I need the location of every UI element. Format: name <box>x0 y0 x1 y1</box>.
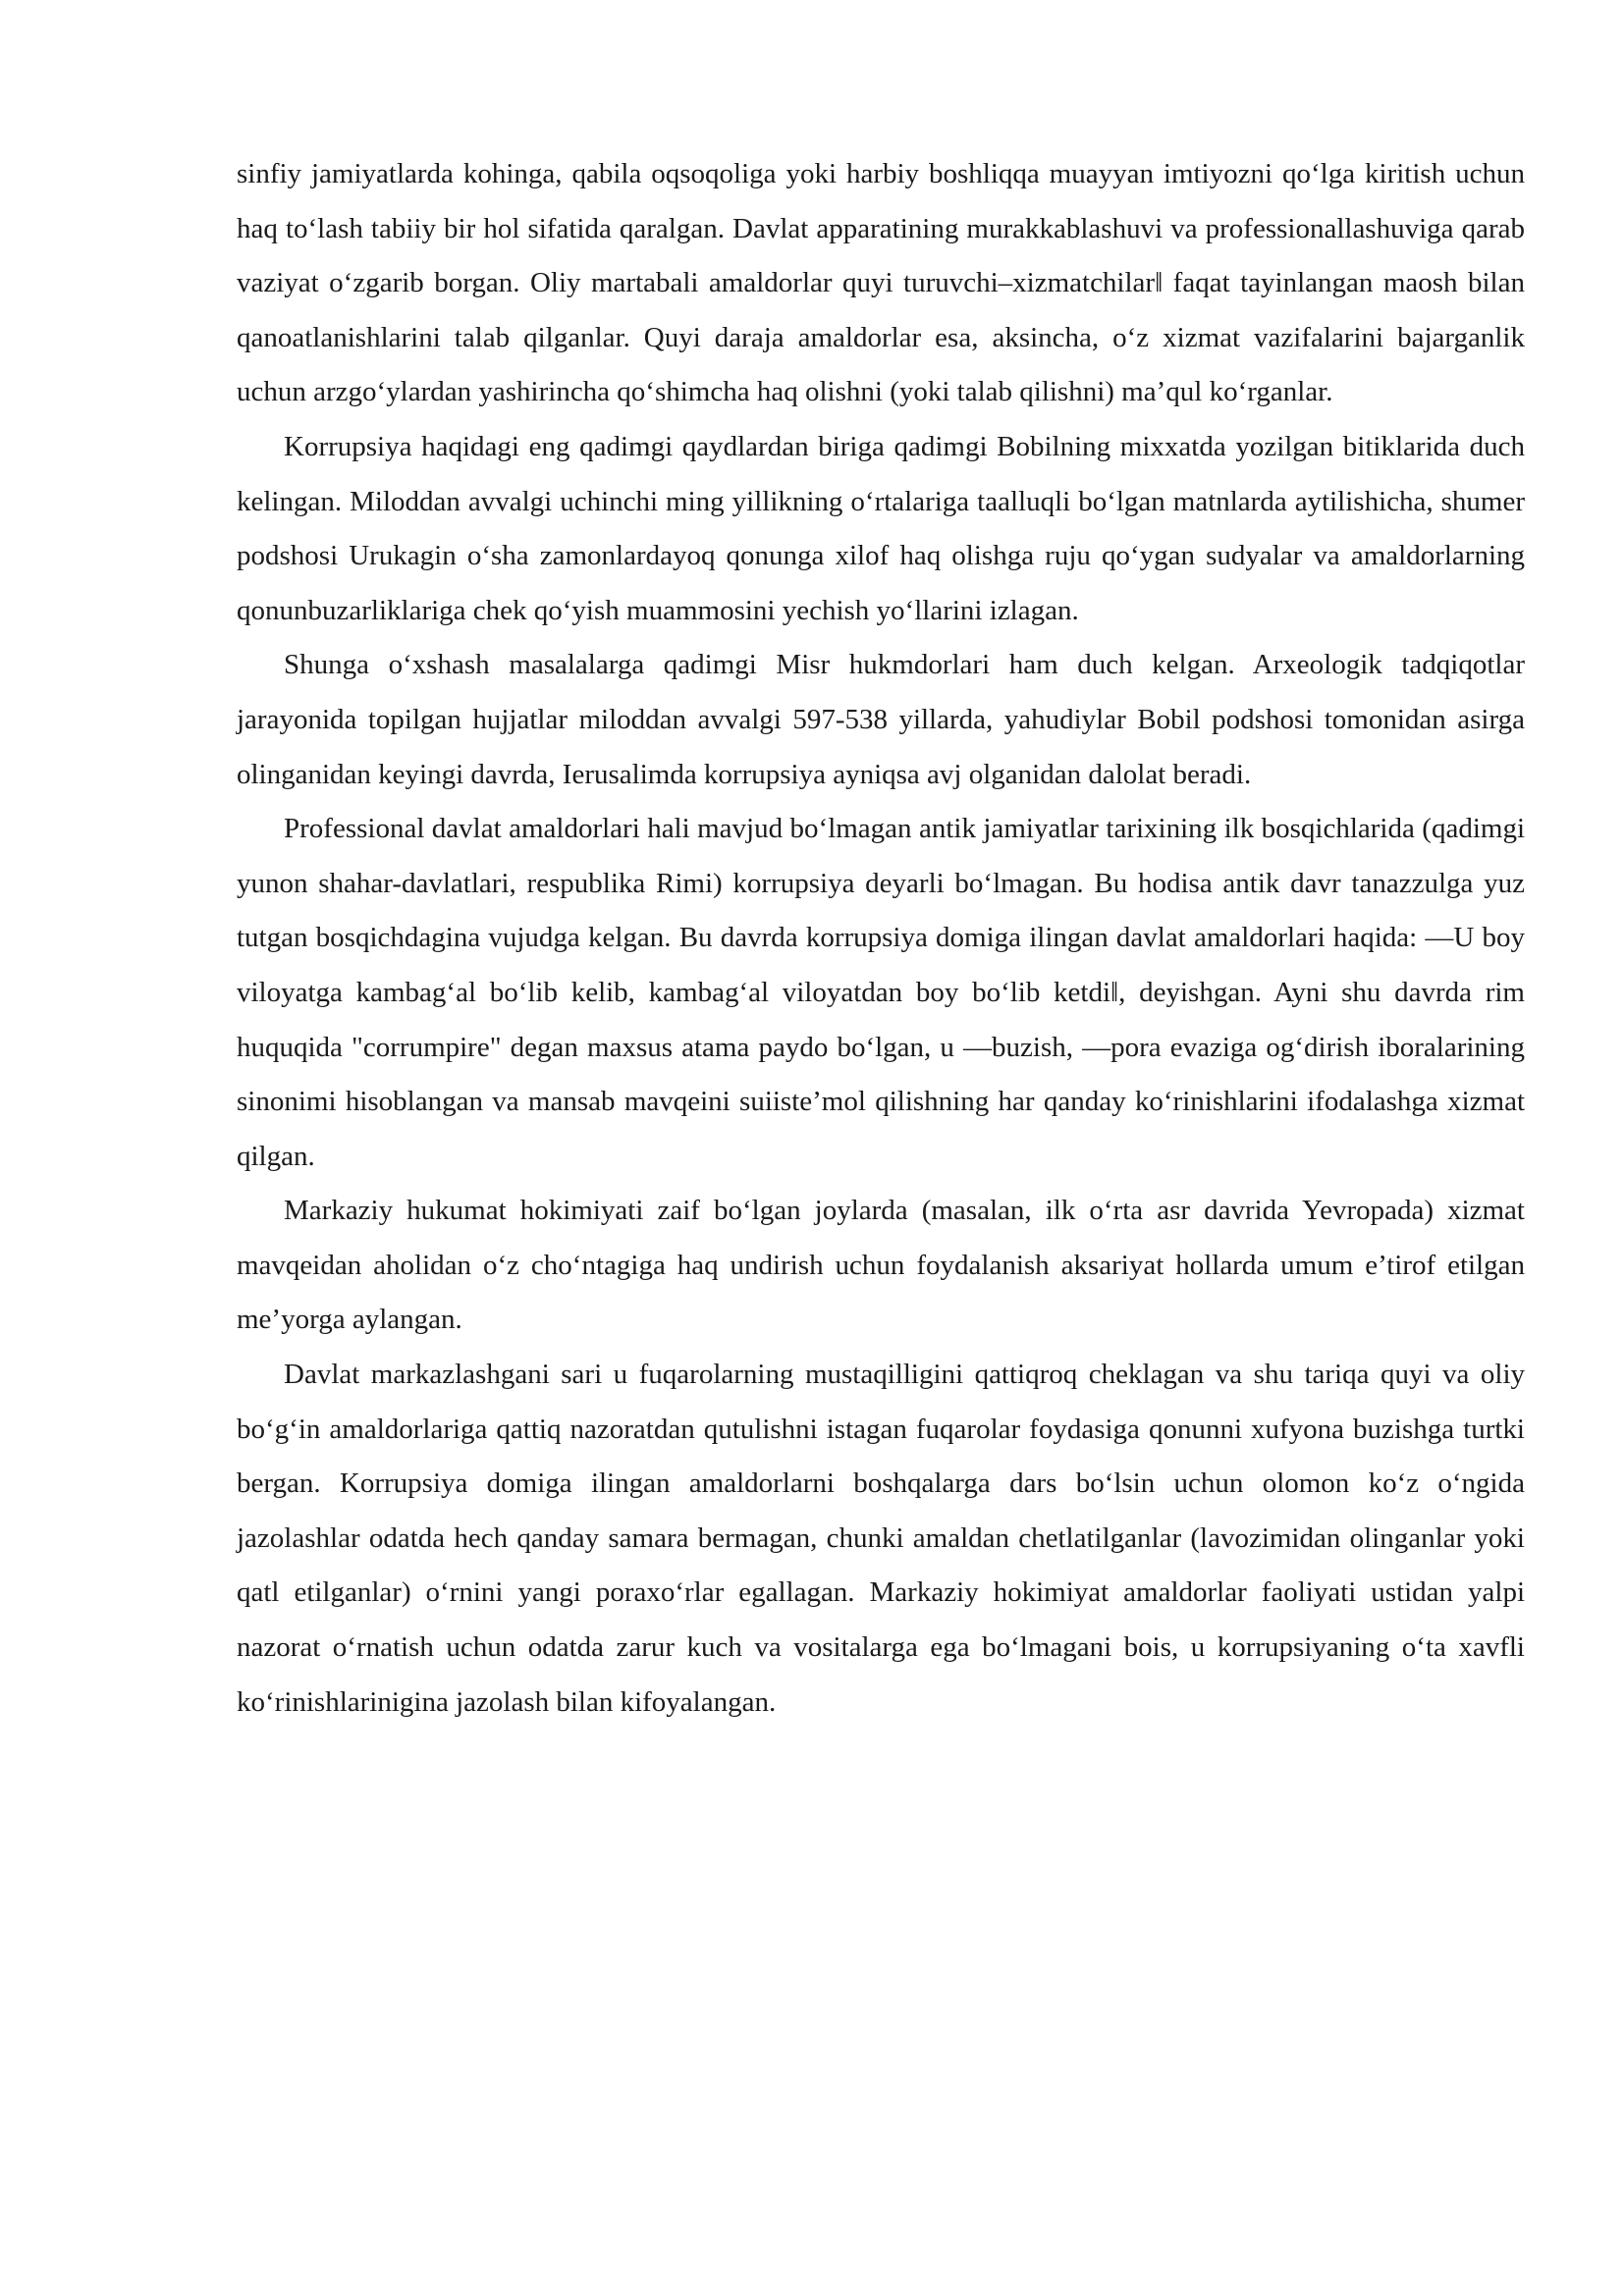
paragraph-2: Korrupsiya haqidagi eng qadimgi qaydlardan biriga qadimgi Bobilning mixxatda yozilgan bitiklarida duch kelingan. Miloddan avvalgi uchinchi ming yillikning o‘rtalariga taalluqli bo‘lgan matnlarda aytilishicha, shumer podshosi Urukagin o‘sha zamonlardayoq qonunga xilof haq olishga ruju qo‘ygan sudyalar va amaldorlarning qonunbuzarliklariga chek qo‘yish muammosini yechish yo‘llarini izlagan. <box>237 430 1525 626</box>
paragraph-5: Markaziy hukumat hokimiyati zaif bo‘lgan joylarda (masalan, ilk o‘rta asr davrida Yevropada) xizmat mavqeidan aholidan o‘z cho‘ntagiga haq undirish uchun foydalanish aksariyat hollarda umum e’tirof etilgan me’yorga aylangan. <box>237 1195 1525 1336</box>
document-body <box>237 147 1525 1730</box>
paragraph-1: sinfiy jamiyatlarda kohinga, qabila oqsoqoliga yoki harbiy boshliqqa muayyan imtiyozni qo‘lga kiritish uchun haq to‘lash tabiiy bir hol sifatida qaralgan. Davlat apparatining murakkablashuvi va professionallashuviga qarab vaziyat o‘zgarib borgan. Oliy martabali amaldorlar quyi turuvchi–xizmatchilar‖ faqat tayinlangan maosh bilan qanoatlanishlarini talab qilganlar. Quyi daraja amaldorlar esa, aksincha, o‘z xizmat vazifalarini bajarganlik uchun arzgo‘ylardan yashirincha qo‘shimcha haq olishni (yoki talab qilishni) ma’qul ko‘rganlar. <box>237 158 1525 408</box>
paragraph-6: Davlat markazlashgani sari u fuqarolarning mustaqilligini qattiqroq cheklagan va shu tariqa quyi va oliy bo‘g‘in amaldorlariga qattiq nazoratdan qutulishni istagan fuqarolar foydasiga qonunni xufyona buzishga turtki bergan. Korrupsiya domiga ilingan amaldorlarni boshqalarga dars bo‘lsin uchun olomon ko‘z o‘ngida jazolashlar odatda hech qanday samara bermagan, chunki amaldan chetlatilganlar (lavozimidan olinganlar yoki qatl etilganlar) o‘rnini yangi poraxo‘rlar egallagan. Markaziy hokimiyat amaldorlar faoliyati ustidan yalpi nazorat o‘rnatish uchun odatda zarur kuch va vositalarga ega bo‘lmagani bois, u korrupsiyaning o‘ta xavfli ko‘rinishlarinigina jazolash bilan kifoyalangan. <box>237 1359 1525 1718</box>
paragraph-3: Shunga o‘xshash masalalarga qadimgi Misr hukmdorlari ham duch kelgan. Arxeologik tadqiqotlar jarayonida topilgan hujjatlar miloddan avvalgi 597-538 yillarda, yahudiylar Bobil podshosi tomonidan asirga olinganidan keyingi davrda, Ierusalimda korrupsiya ayniqsa avj olganidan dalolat beradi. <box>237 649 1525 790</box>
paragraph-4: Professional davlat amaldorlari hali mavjud bo‘lmagan antik jamiyatlar tarixining ilk bosqichlarida (qadimgi yunon shahar-davlatlari, respublika Rimi) korrupsiya deyarli bo‘lmagan. Bu hodisa antik davr tanazzulga yuz tutgan bosqichdagina vujudga kelgan. Bu davrda korrupsiya domiga ilingan davlat amaldorlari haqida: ―U boy viloyatga kambag‘al bo‘lib kelib, kambag‘al viloyatdan boy bo‘lib ketdi‖, deyishgan. Ayni shu davrda rim huquqida "corrumpire" degan maxsus atama paydo bo‘lgan, u ―buzish, ―pora evaziga og‘dirish iboralarining sinonimi hisoblangan va mansab mavqeini suiiste’mol qilishning har qanday ko‘rinishlarini ifodalashga xizmat qilgan. <box>237 813 1525 1172</box>
